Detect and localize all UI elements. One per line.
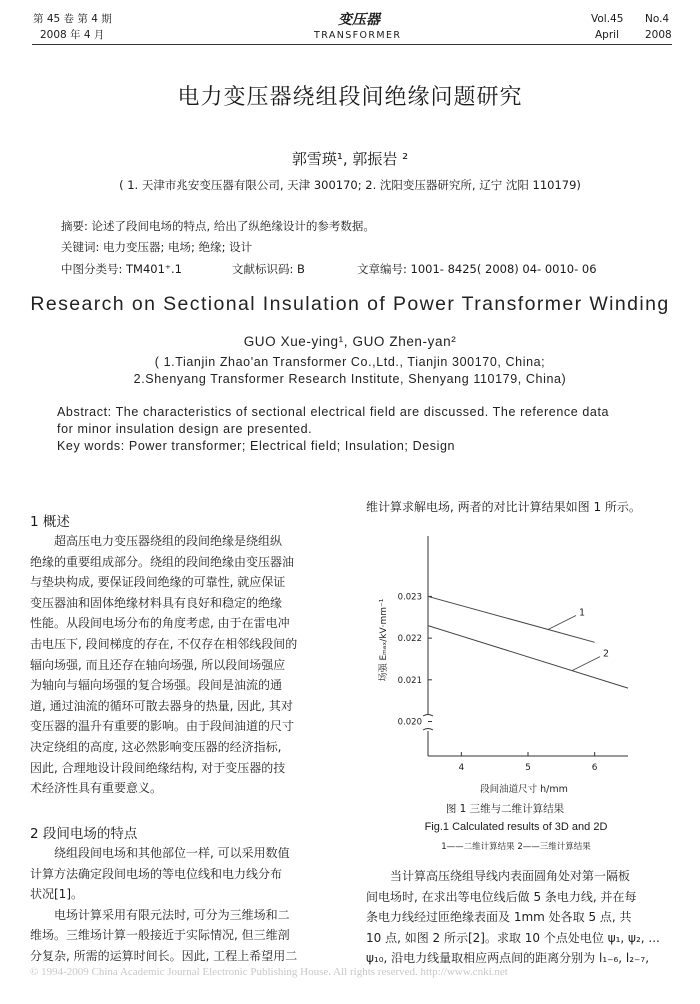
- series-label-2: 2: [603, 648, 610, 660]
- year-en: 2008: [645, 29, 672, 41]
- right-body-line: 条电力线经过匝绝缘表面及 1mm 处各取 5 点, 共: [366, 910, 632, 925]
- copyright-footer: © 1994-2009 China Academic Journal Electronic Publishing House. All rights reserved. http://www.cnki.net: [30, 966, 508, 978]
- section2-line: 计算方法确定段间电场的等电位线和电力线分布: [30, 866, 283, 881]
- document-code: 文献标识码: B: [232, 262, 305, 276]
- paper-title-cn: 电力变压器绕组段间绝缘问题研究: [177, 85, 523, 110]
- section2-line: 状况[1]。: [30, 887, 83, 902]
- right-body-line: 当计算高压绕组导线内表面圆角处对第一隔板: [390, 869, 631, 883]
- section1-line: 击电压下, 段间梯度的存在, 不仅存在相邻线段间的: [30, 636, 298, 651]
- y-tick-label: 0.020: [397, 717, 422, 728]
- section2-line: 绕组段间电场和其他部位一样, 可以采用数值: [54, 846, 290, 860]
- authors-cn: 郭雪瑛¹, 郭振岩 ²: [291, 150, 409, 168]
- right-body: [366, 866, 672, 969]
- section1-line: 超高压电力变压器绕组的段间绝缘是绕组纵: [54, 534, 283, 548]
- section1-line: 决定绕组的高度, 这必然影响变压器的经济指标,: [30, 739, 282, 754]
- figure1-legend: 1——二维计算结果 2——三维计算结果: [441, 842, 591, 852]
- section1-line: 与垫块构成, 要保证段间绝缘的可靠性, 就应保证: [30, 575, 286, 590]
- section1-line: 性能。从段间电场分布的角度考虑, 由于在雷电冲: [30, 616, 290, 631]
- section2-line: 分复杂, 所需的运算时间长。因此, 工程上希望用二: [30, 948, 298, 963]
- article-number: 文章编号: 1001- 8425( 2008) 04- 0010- 06: [357, 262, 597, 276]
- series-line-1: [428, 596, 595, 642]
- right-body-line: ψ₁₀, 沿电力线量取相应两点间的距离分别为 l₁₋₆, l₂₋₇,: [366, 951, 650, 966]
- chart-y-axis-label: 场强 Eₘₐₓ/kV·mm⁻¹: [379, 598, 389, 682]
- y-tick-label: 0.023: [397, 592, 422, 603]
- clc-number: 中图分类号: TM401⁺.1: [61, 262, 182, 276]
- series-line-2: [428, 626, 628, 689]
- affiliation-en-line1: ( 1.Tianjin Zhao'an Transformer Co.,Ltd., Tianjin 300170, China;: [154, 355, 546, 369]
- journal-name-cn: 变压器: [338, 12, 380, 28]
- axis-break-mark: [423, 715, 433, 731]
- volume-issue-cn: 第 45 卷 第 4 期: [33, 13, 112, 25]
- figure1-caption-cn: 图 1 三维与二维计算结果: [445, 803, 565, 815]
- y-tick-label: 0.021: [397, 675, 422, 686]
- section1-line: 因此, 合理地设计段间绝缘结构, 对于变压器的技: [30, 760, 286, 775]
- affiliation-en-line2: 2.Shenyang Transformer Research Institute, Shenyang 110179, China): [133, 372, 567, 386]
- abstract-cn: 摘要: 论述了段间电场的特点, 给出了纵绝缘设计的参考数据。: [61, 219, 375, 233]
- date-cn: 2008 年 4 月: [40, 29, 105, 41]
- series-leader-2: [572, 657, 600, 671]
- month-en: April: [595, 29, 619, 41]
- chart-x-axis-label: 段间油道尺寸 h/mm: [480, 784, 568, 795]
- section1-line: 术经济性具有重要意义。: [30, 781, 163, 796]
- keywords-en: Key words: Power transformer; Electrical field; Insulation; Design: [57, 439, 456, 453]
- figure1-caption-en: Fig.1 Calculated results of 3D and 2D: [424, 821, 608, 833]
- series-label-1: 1: [579, 607, 586, 619]
- affiliation-cn: ( 1. 天津市兆安变压器有限公司, 天津 300170; 2. 沈阳变压器研究所, 辽宁 沈阳 110179): [119, 178, 581, 192]
- figure1-chart: [366, 520, 666, 800]
- y-tick-label: 0.022: [397, 634, 422, 645]
- x-tick-label: 4: [458, 763, 465, 773]
- right-body-line: 10 点, 如图 2 所示[2]。求取 10 个点处电位 ψ₁, ψ₂, ...: [366, 930, 660, 945]
- section2-line: 维场。三维场计算一般接近于实际情况, 但三维剖: [30, 928, 290, 943]
- section1-line: 道, 通过油流的循环可散去器身的热量, 因此, 其对: [30, 698, 293, 713]
- x-tick-label: 5: [525, 763, 531, 773]
- section2-heading: 2 段间电场的特点: [30, 826, 138, 842]
- section1-line: 辐向场强, 而且还存在轴向场强, 所以段间场强应: [30, 657, 286, 672]
- section1-body: [30, 531, 336, 799]
- section1-line: 变压器的温升有重要的影响。由于段间油道的尺寸: [30, 719, 295, 734]
- section2-body: [30, 843, 336, 967]
- series-leader-1: [548, 615, 576, 629]
- abstract-en-line2: for minor insulation design are presented.: [57, 422, 313, 436]
- abstract-en-line1: Abstract: The characteristics of sectional electrical field are discussed. The reference data: [57, 405, 610, 419]
- chart-series: [428, 596, 628, 688]
- section1-line: 为轴向与辐向场强的复合场强。段间是油流的通: [30, 678, 283, 693]
- section2-line: 电场计算采用有限元法时, 可分为三维场和二: [54, 907, 290, 922]
- section1-line: 绝缘的重要组成部分。绕组的段间绝缘由变压器油: [30, 554, 295, 569]
- right-body-line: 间电场时, 在求出等电位线后做 5 条电力线, 并在每: [366, 889, 637, 904]
- volume-en: Vol.45: [591, 13, 624, 25]
- right-intro-line: 维计算求解电场, 两者的对比计算结果如图 1 所示。: [366, 500, 641, 514]
- paper-title-en: Research on Sectional Insulation of Power Transformer Winding: [30, 293, 670, 315]
- section1-line: 变压器油和固体绝缘材料具有良好和稳定的绝缘: [30, 595, 283, 610]
- header-rule: [32, 44, 672, 45]
- section1-heading: 1 概述: [30, 514, 70, 530]
- chart-axes: [423, 536, 628, 756]
- keywords-cn: 关键词: 电力变压器; 电场; 绝缘; 设计: [61, 240, 253, 254]
- number-en: No.4: [645, 13, 670, 25]
- authors-en: GUO Xue-ying¹, GUO Zhen-yan²: [243, 334, 457, 349]
- x-tick-label: 6: [591, 763, 598, 773]
- journal-name-en: TRANSFORMER: [314, 30, 402, 41]
